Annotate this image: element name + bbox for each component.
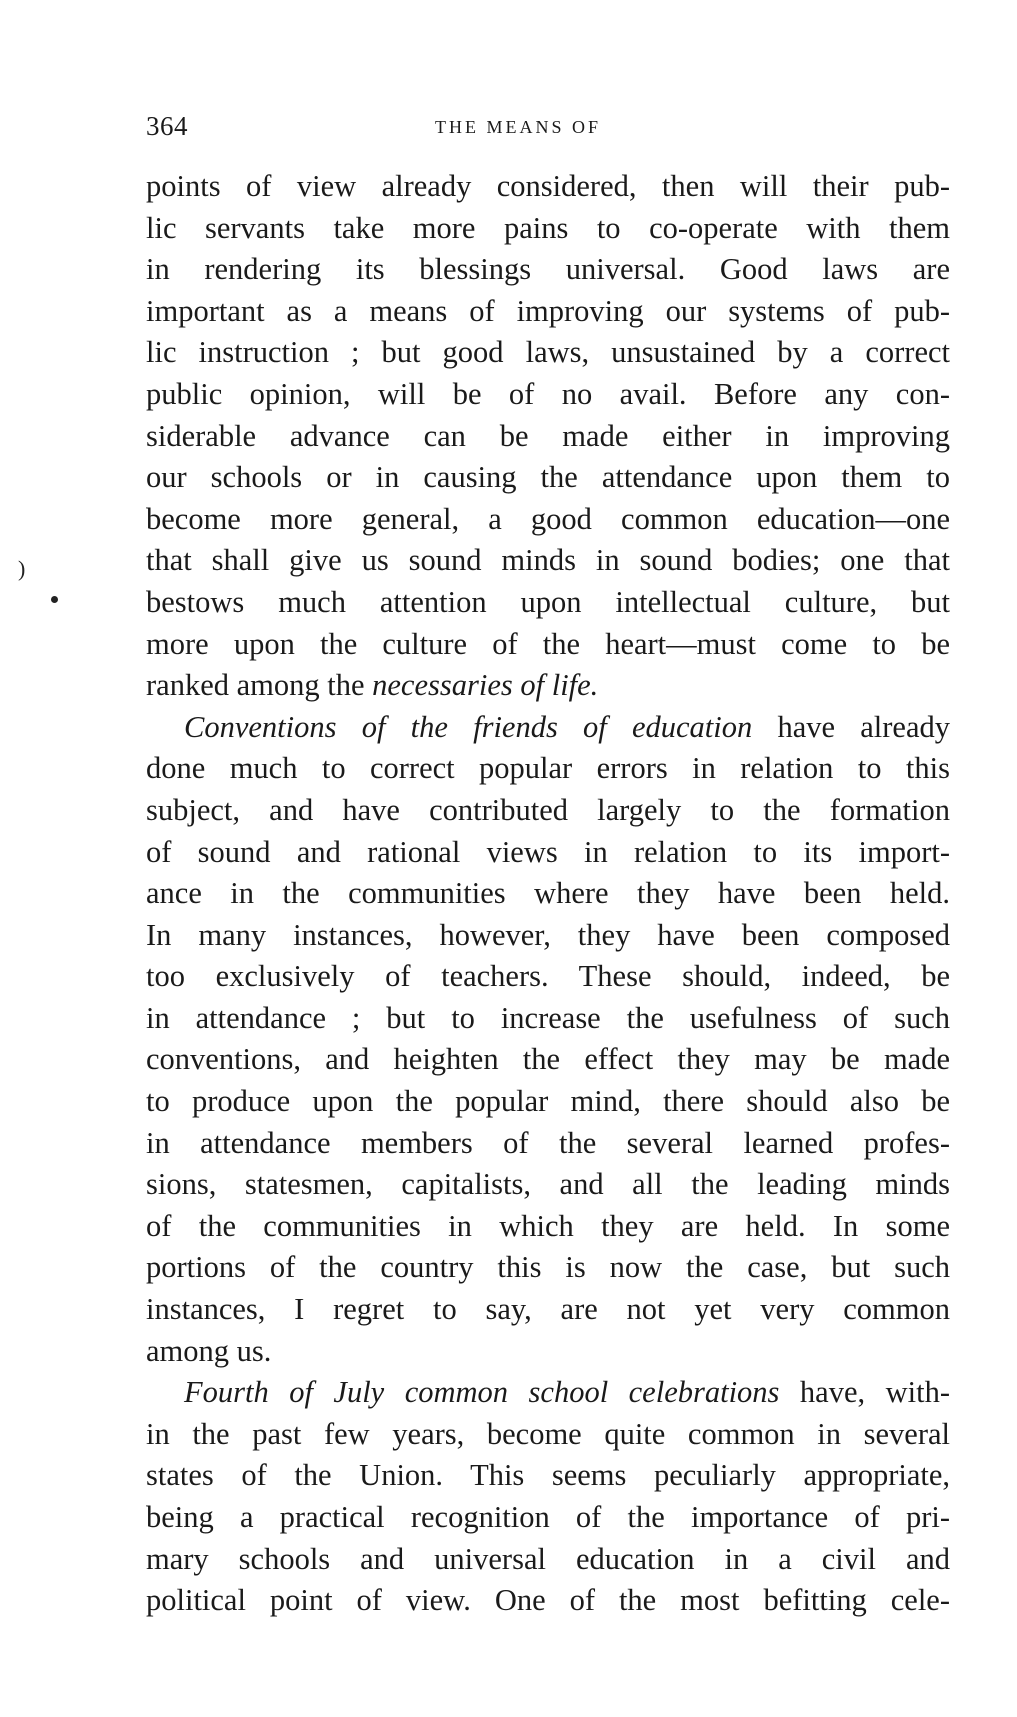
paragraph-2 xyxy=(146,707,950,1373)
text-line: done much to correct popular errors in relation to this xyxy=(146,751,950,786)
text-line: more upon the culture of the heart—must come to be xyxy=(146,626,950,661)
text-line: political point of view. One of the most befitting cele- xyxy=(146,1583,950,1618)
text-line xyxy=(146,1372,950,1414)
page-number: 364 xyxy=(146,111,188,141)
text-line: sions, statesmen, capitalists, and all the leading minds xyxy=(146,1167,950,1202)
text-line: ance in the communities where they have been held. xyxy=(146,876,950,911)
paragraph-3 xyxy=(146,1372,950,1622)
text-line: siderable advance can be made either in improving xyxy=(146,418,950,453)
text-line: states of the Union. This seems peculiarly appropriate, xyxy=(146,1458,950,1493)
text-line: become more general, a good common education—one xyxy=(146,501,950,536)
text-line: in the past few years, become quite common in several xyxy=(146,1416,950,1451)
text-line: subject, and have contributed largely to the formation xyxy=(146,792,950,827)
text-segment: have, with- xyxy=(779,1375,950,1410)
text-line: to produce upon the popular mind, there should also be xyxy=(146,1084,950,1119)
italic-phrase: Conventions of the friends of education xyxy=(184,709,753,744)
text-line: conventions, and heighten the effect they may be made xyxy=(146,1042,950,1077)
text-line: too exclusively of teachers. These should, indeed, be xyxy=(146,959,950,994)
text-line xyxy=(146,707,950,749)
text-line: our schools or in causing the attendance upon them to xyxy=(146,460,950,495)
text-line: points of view already considered, then will their pub- xyxy=(146,169,950,203)
text-line: In many instances, however, they have been composed xyxy=(146,917,950,952)
text-line: in attendance ; but to increase the usefulness of such xyxy=(146,1000,950,1035)
text-line: among us. xyxy=(146,1333,272,1368)
text-line: lic servants take more pains to co-operate with them xyxy=(146,210,950,245)
margin-dot xyxy=(51,596,58,603)
text-line xyxy=(146,665,950,707)
italic-phrase: Fourth of July common school celebrations xyxy=(184,1375,780,1410)
text-line: being a practical recognition of the importance of pri- xyxy=(146,1500,950,1534)
running-head: THE MEANS OF xyxy=(434,117,601,137)
body-text xyxy=(146,166,950,1622)
italic-phrase: necessaries of life. xyxy=(372,668,599,703)
text-segment: ranked among the xyxy=(146,668,373,703)
margin-mark: ) xyxy=(18,556,26,581)
page-header xyxy=(146,108,950,148)
text-line: in attendance members of the several learned profes- xyxy=(146,1125,950,1160)
text-line: lic instruction ; but good laws, unsustained by a correct xyxy=(146,335,950,370)
text-line: important as a means of improving our systems of pub- xyxy=(146,293,950,328)
text-line: instances, I regret to say, are not yet very common xyxy=(146,1292,950,1327)
text-line: that shall give us sound minds in sound bodies; one that xyxy=(146,543,950,578)
text-segment: have already xyxy=(752,709,950,744)
paragraph-1 xyxy=(146,166,950,707)
text-line: public opinion, will be of no avail. Before any con- xyxy=(146,376,950,411)
text-line: of the communities in which they are held. In some xyxy=(146,1208,950,1243)
text-line: mary schools and universal education in a civil and xyxy=(146,1541,950,1576)
text-line: in rendering its blessings universal. Good laws are xyxy=(146,252,950,287)
text-line: portions of the country this is now the case, but such xyxy=(146,1250,950,1285)
text-line: bestows much attention upon intellectual culture, but xyxy=(146,584,950,619)
text-line: of sound and rational views in relation to its import- xyxy=(146,834,950,869)
